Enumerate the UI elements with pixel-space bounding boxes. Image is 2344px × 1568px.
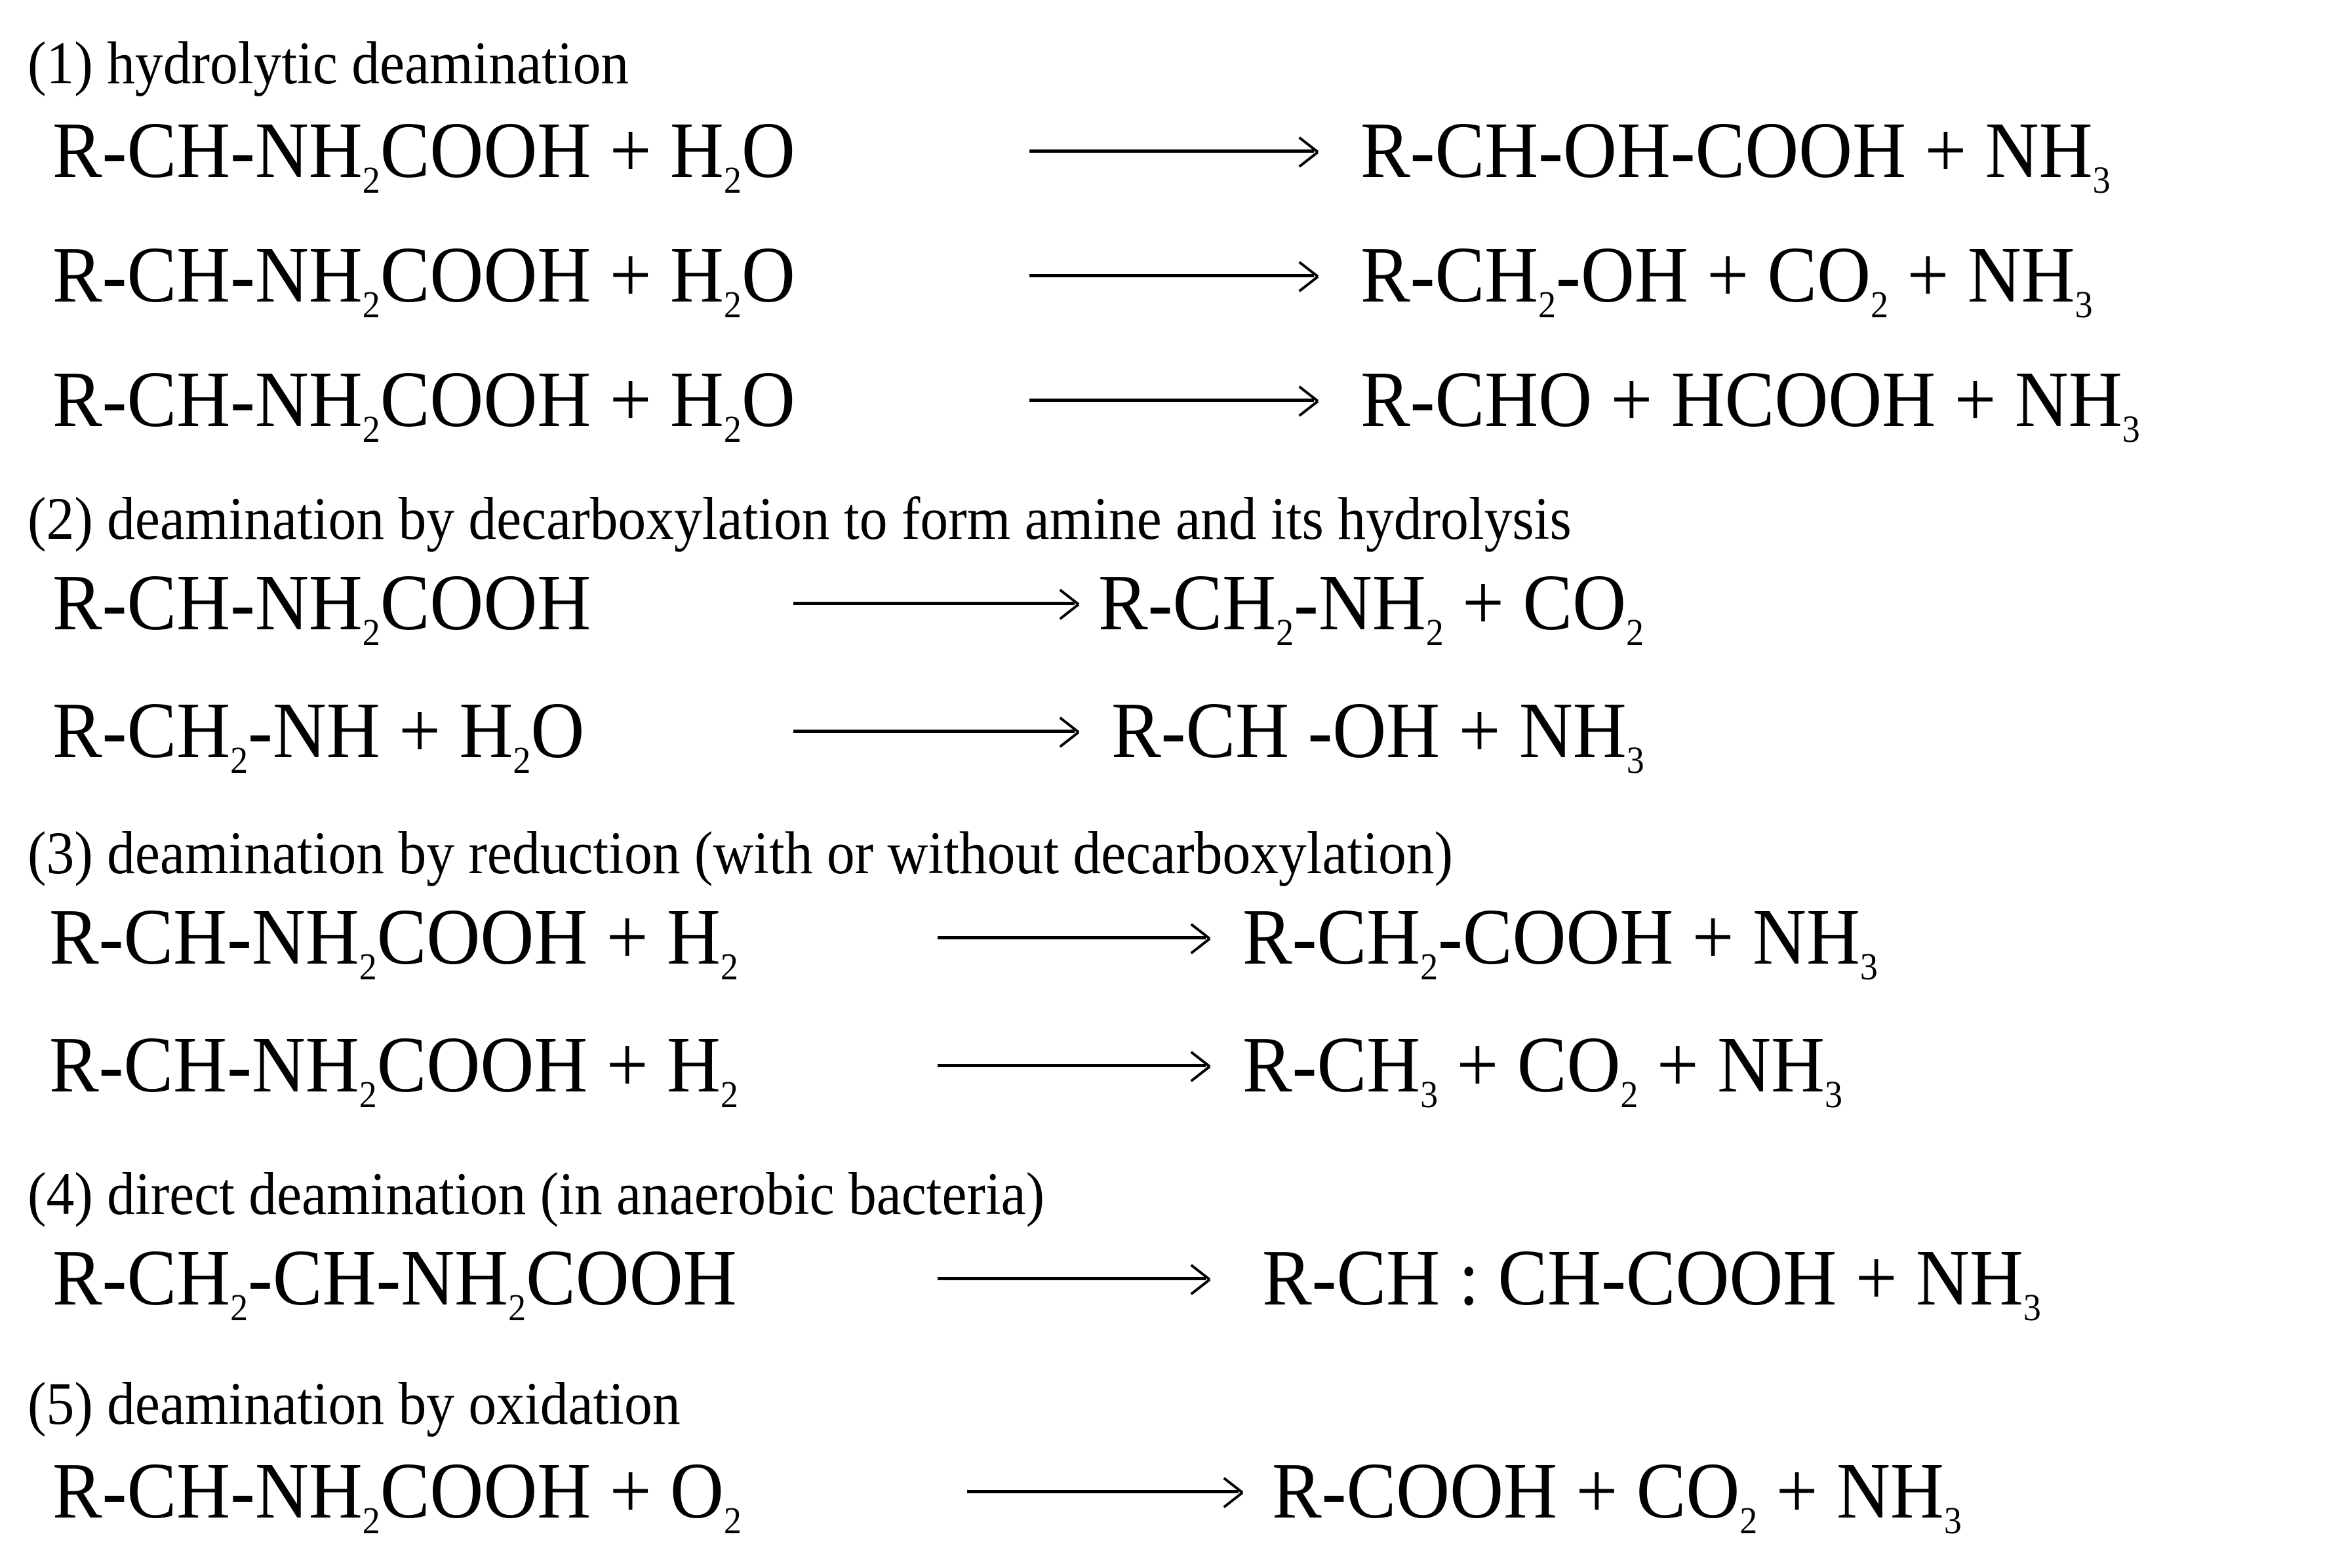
subscript: 2 (359, 1073, 377, 1116)
formula-text: R-CH-NH (52, 355, 363, 444)
reaction-arrow-icon (793, 598, 1079, 608)
subscript: 3 (1859, 945, 1878, 988)
subscript: 2 (362, 159, 380, 201)
section-heading: (4) direct deamination (in anaerobic bacteria) (28, 1160, 1045, 1227)
reaction-arrow-icon (938, 1061, 1210, 1070)
formula-text: O (530, 686, 585, 775)
subscript: 3 (2075, 283, 2093, 326)
formula-text: R-CH -OH + NH (1111, 686, 1627, 775)
formula-text: O (741, 106, 795, 195)
arrow-shaft (793, 602, 1075, 605)
reaction-equation (0, 1234, 2344, 1329)
formula-text: + CO (1443, 559, 1627, 647)
reaction-equation (0, 893, 2344, 988)
subscript: 2 (723, 1499, 742, 1542)
reaction-equation (0, 1447, 2344, 1542)
products (1098, 559, 1644, 654)
subscript: 2 (1420, 945, 1439, 988)
reaction-equation (0, 106, 2344, 201)
subscript: 3 (2023, 1286, 2041, 1329)
reaction-arrow-icon (1029, 146, 1318, 155)
subscript: 2 (723, 159, 742, 201)
subscript: 2 (513, 739, 531, 781)
products (1262, 1234, 2041, 1329)
section-heading: (2) deamination by decarboxylation to form amine and its hydrolysis (28, 485, 1572, 552)
formula-text: COOH + H (376, 1021, 721, 1109)
reactants (52, 1234, 737, 1329)
formula-text: -NH + H (248, 686, 513, 775)
reaction-equation (0, 686, 2344, 781)
section-heading: (1) hydrolytic deamination (28, 29, 629, 96)
subscript: 3 (1626, 739, 1644, 781)
formula-text: COOH + H (380, 106, 724, 195)
formula-text: R-CH (1361, 231, 1539, 319)
subscript: 2 (230, 1286, 248, 1329)
products (1272, 1447, 1962, 1542)
reaction-equation (0, 231, 2344, 326)
subscript: 2 (1276, 611, 1294, 654)
formula-text: R-CH : CH-COOH + NH (1262, 1234, 2023, 1322)
formula-text: COOH + O (380, 1447, 724, 1535)
reaction-arrow-icon (967, 1487, 1242, 1496)
arrow-shaft (1029, 274, 1314, 277)
subscript: 2 (1871, 283, 1889, 326)
formula-text: R-CH (1098, 559, 1277, 647)
subscript: 2 (723, 283, 742, 326)
products (1361, 106, 2111, 201)
reaction-arrow-icon (938, 933, 1210, 942)
subscript: 2 (1538, 283, 1557, 326)
formula-text: R-CH-NH (52, 231, 363, 319)
subscript: 2 (720, 945, 738, 988)
subscript: 2 (720, 1073, 738, 1116)
formula-text: COOH (526, 1234, 737, 1322)
products (1361, 231, 2093, 326)
reaction-arrow-icon (1029, 271, 1318, 280)
arrow-shaft (938, 936, 1206, 939)
subscript: 3 (1824, 1073, 1842, 1116)
subscript: 3 (1943, 1499, 1962, 1542)
subscript: 3 (2122, 408, 2140, 450)
subscript: 2 (1425, 611, 1444, 654)
subscript: 2 (230, 739, 248, 781)
arrow-shaft (793, 730, 1075, 733)
arrow-shaft (1029, 399, 1314, 402)
reactants (52, 686, 585, 781)
reactants (52, 559, 591, 654)
formula-text: R-CH-NH (52, 106, 363, 195)
formula-text: O (741, 231, 795, 319)
reactants (52, 106, 795, 201)
arrow-shaft (938, 1064, 1206, 1067)
formula-text: R-CH (52, 686, 231, 775)
section-heading: (5) deamination by oxidation (28, 1370, 681, 1437)
formula-text: -OH + CO (1556, 231, 1871, 319)
reaction-arrow-icon (938, 1274, 1210, 1283)
subscript: 3 (2092, 159, 2111, 201)
formula-text: -COOH + NH (1438, 893, 1860, 981)
formula-text: + NH (1888, 231, 2075, 319)
formula-text: COOH + H (376, 893, 721, 981)
reactants (49, 893, 738, 988)
formula-text: R-CHO + HCOOH + NH (1361, 355, 2122, 444)
reaction-arrow-icon (793, 726, 1079, 735)
subscript: 2 (359, 945, 377, 988)
products (1361, 355, 2140, 450)
formula-text: COOH + H (380, 355, 724, 444)
reaction-equation (0, 1021, 2344, 1116)
reaction-arrow-icon (1029, 395, 1318, 404)
subscript: 2 (1739, 1499, 1758, 1542)
subscript: 2 (1626, 611, 1644, 654)
subscript: 3 (1420, 1073, 1439, 1116)
products (1242, 893, 1878, 988)
reactants (52, 231, 795, 326)
reaction-equation (0, 355, 2344, 450)
formula-text: R-CH (1242, 1021, 1421, 1109)
arrow-shaft (1029, 149, 1314, 153)
subscript: 2 (362, 611, 380, 654)
reactants (52, 355, 795, 450)
formula-text: + NH (1638, 1021, 1825, 1109)
section-heading: (3) deamination by reduction (with or without decarboxylation) (28, 819, 1454, 886)
reactants (49, 1021, 738, 1116)
formula-text: R-CH (1242, 893, 1421, 981)
formula-text: + NH (1757, 1447, 1944, 1535)
formula-text: R-CH-NH (52, 559, 363, 647)
formula-text: COOH (380, 559, 591, 647)
products (1242, 1021, 1842, 1116)
formula-text: -NH (1294, 559, 1426, 647)
formula-text: R-CH-NH (52, 1447, 363, 1535)
formula-text: R-CH (52, 1234, 231, 1322)
formula-text: + CO (1438, 1021, 1621, 1109)
subscript: 2 (723, 408, 742, 450)
formula-text: R-CH-OH-COOH + NH (1361, 106, 2093, 195)
formula-text: R-COOH + CO (1272, 1447, 1740, 1535)
formula-text: COOH + H (380, 231, 724, 319)
subscript: 2 (508, 1286, 526, 1329)
formula-text: R-CH-NH (49, 893, 359, 981)
subscript: 2 (1620, 1073, 1639, 1116)
arrow-shaft (967, 1490, 1239, 1493)
products (1111, 686, 1644, 781)
arrow-shaft (938, 1277, 1206, 1280)
subscript: 2 (362, 1499, 380, 1542)
subscript: 2 (362, 408, 380, 450)
formula-text: R-CH-NH (49, 1021, 359, 1109)
subscript: 2 (362, 283, 380, 326)
reactants (52, 1447, 742, 1542)
reaction-equation (0, 559, 2344, 654)
formula-text: O (741, 355, 795, 444)
formula-text: -CH-NH (248, 1234, 509, 1322)
